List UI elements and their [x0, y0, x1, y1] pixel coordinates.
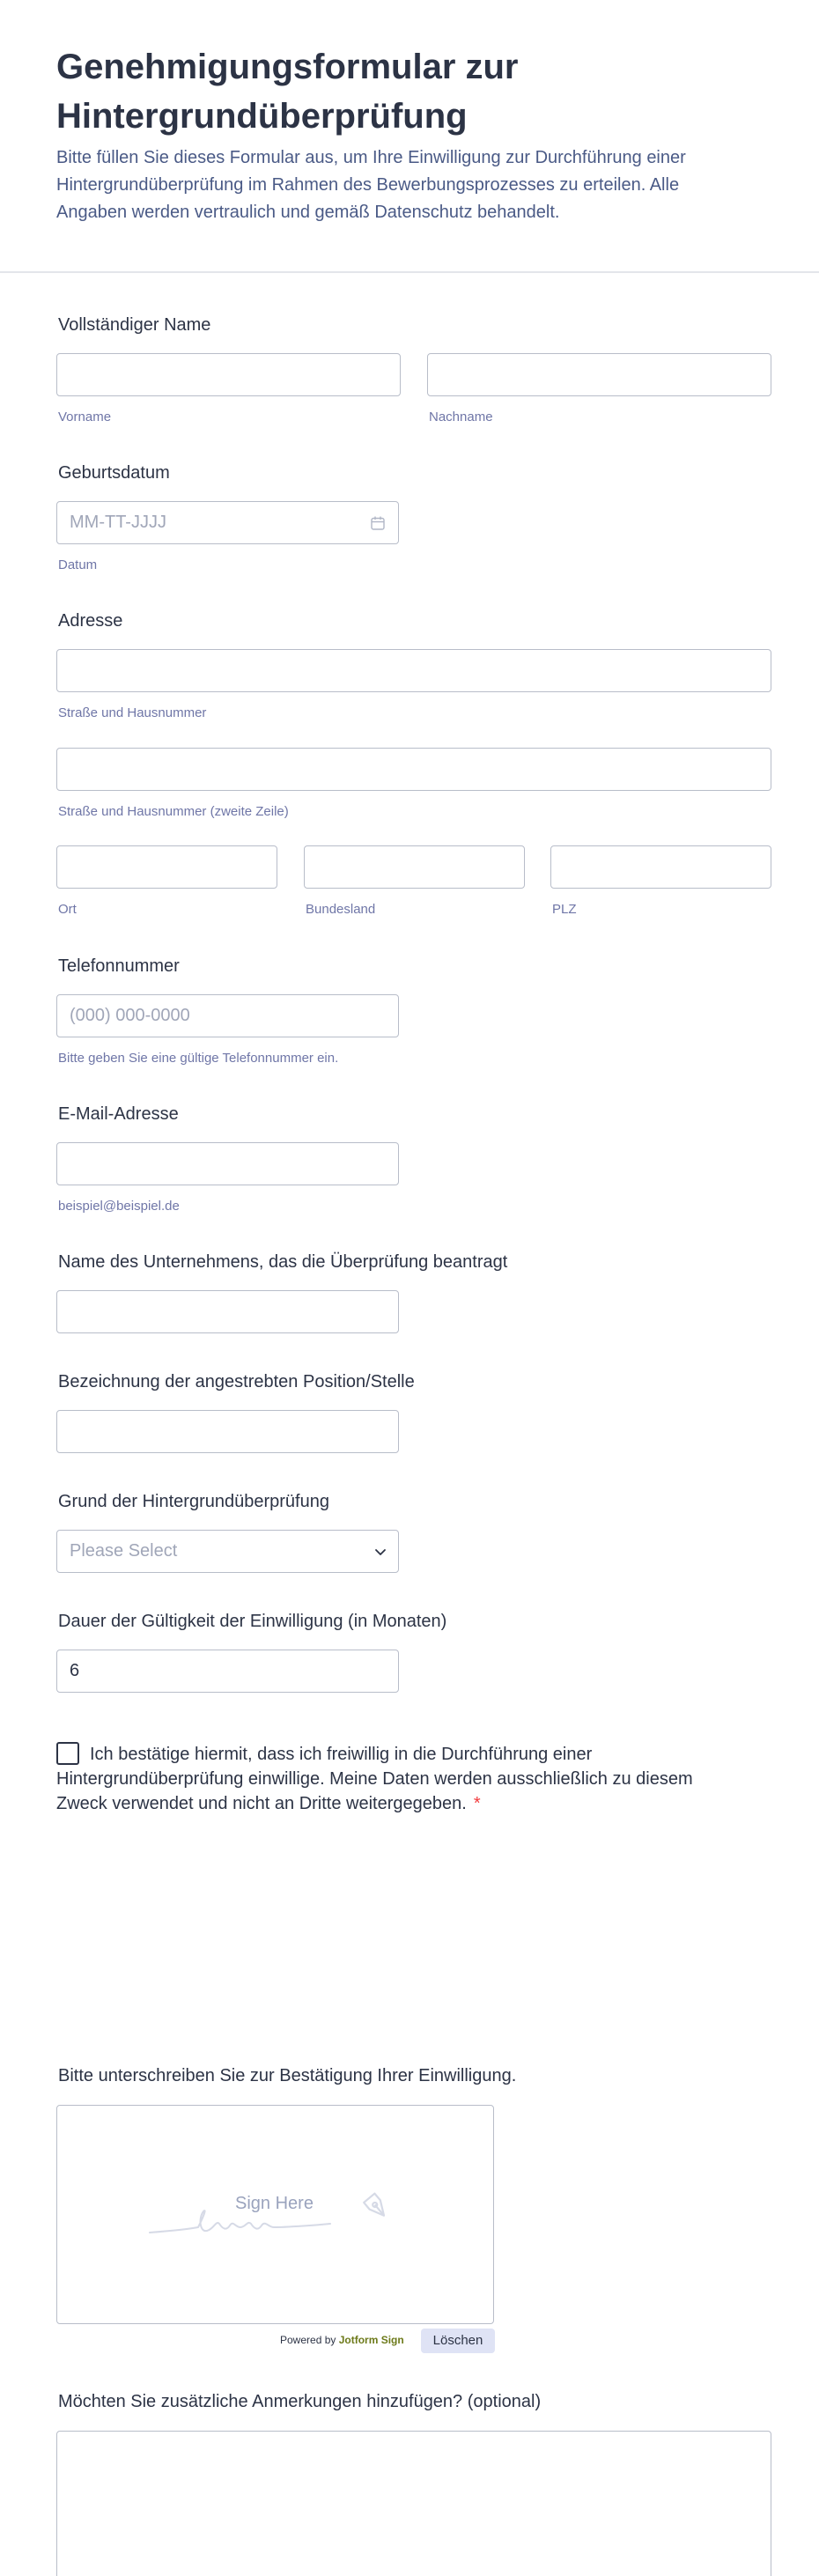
email-label: E-Mail-Adresse	[58, 1104, 179, 1124]
form-header	[0, 0, 819, 273]
email-sublabel: beispiel@beispiel.de	[58, 1199, 180, 1214]
last-name-sublabel: Nachname	[429, 410, 493, 424]
form-subtitle: Bitte füllen Sie dieses Formular aus, um Ihre Einwilligung zur Durchführung einer Hintergrundüberprüfung im Rahmen des Bewerbungsprozesses zu erteilen. Alle Angaben werden vertraulich und gemäß Datenschutz behandelt.	[56, 148, 686, 222]
full-name-label: Vollständiger Name	[58, 315, 211, 335]
address-label: Adresse	[58, 611, 123, 631]
phone-sublabel: Bitte geben Sie eine gültige Telefonnummer ein.	[58, 1051, 339, 1066]
signature-label: Bitte unterschreiben Sie zur Bestätigung Ihrer Einwilligung.	[58, 2066, 517, 2085]
signature-pad[interactable]	[56, 2105, 494, 2324]
first-name-input[interactable]	[56, 353, 401, 396]
street-line1-input[interactable]	[56, 649, 771, 692]
city-input[interactable]	[56, 845, 277, 889]
email-input[interactable]	[56, 1142, 399, 1185]
street-line1-sublabel: Straße und Hausnummer	[58, 705, 207, 720]
zip-input[interactable]	[550, 845, 771, 889]
required-asterisk: *	[473, 1794, 481, 1813]
birthdate-placeholder: MM-TT-JJJJ	[70, 513, 166, 532]
state-input[interactable]	[304, 845, 525, 889]
notes-label: Möchten Sie zusätzliche Anmerkungen hinzufügen? (optional)	[58, 2392, 542, 2411]
consent-checkbox[interactable]	[56, 1742, 79, 1765]
jotform-sign-brand[interactable]: Jotform Sign	[338, 2334, 404, 2346]
powered-by	[280, 2334, 404, 2346]
last-name-input[interactable]	[427, 353, 771, 396]
phone-placeholder: (000) 000-0000	[70, 1006, 190, 1025]
state-sublabel: Bundesland	[306, 902, 376, 917]
first-name-sublabel: Vorname	[58, 410, 112, 424]
company-input[interactable]	[56, 1290, 399, 1333]
chevron-down-icon	[373, 1545, 387, 1559]
duration-label: Dauer der Gültigkeit der Einwilligung (in Monaten)	[58, 1612, 447, 1631]
position-label: Bezeichnung der angestrebten Position/Stelle	[58, 1372, 415, 1391]
powered-prefix: Powered by	[280, 2334, 336, 2346]
position-input[interactable]	[56, 1410, 399, 1453]
phone-label: Telefonnummer	[58, 956, 180, 976]
reason-select[interactable]	[56, 1530, 399, 1573]
consent-text[interactable]: Ich bestätige hiermit, dass ich freiwillig in die Durchführung einer Hintergrundüberprüfung einwillige. Meine Daten werden ausschließlich zu diesem Zweck verwendet und nicht an Dritte weitergegeben.	[56, 1745, 693, 1813]
birthdate-sublabel: Datum	[58, 557, 98, 572]
city-sublabel: Ort	[58, 902, 77, 917]
reason-label: Grund der Hintergrundüberprüfung	[58, 1492, 329, 1511]
clear-signature-button[interactable]: Löschen	[421, 2329, 495, 2353]
zip-sublabel: PLZ	[552, 902, 577, 917]
duration-value: 6	[70, 1661, 80, 1680]
birthdate-label: Geburtsdatum	[58, 463, 170, 483]
company-label: Name des Unternehmens, das die Überprüfung beantragt	[58, 1252, 508, 1272]
form-title: Genehmigungsformular zur Hintergrundüberprüfung	[56, 48, 519, 136]
duration-input[interactable]	[56, 1650, 399, 1693]
reason-placeholder: Please Select	[70, 1541, 178, 1561]
pen-nib-icon	[358, 2188, 394, 2224]
consent-field	[56, 1742, 708, 1816]
signature-placeholder: Sign Here	[235, 2194, 314, 2213]
phone-input[interactable]	[56, 994, 399, 1037]
birthdate-input[interactable]	[56, 501, 399, 544]
street-line2-input[interactable]	[56, 748, 771, 791]
calendar-icon[interactable]	[370, 515, 386, 531]
street-line2-sublabel: Straße und Hausnummer (zweite Zeile)	[58, 804, 289, 819]
notes-textarea[interactable]	[56, 2431, 771, 2576]
